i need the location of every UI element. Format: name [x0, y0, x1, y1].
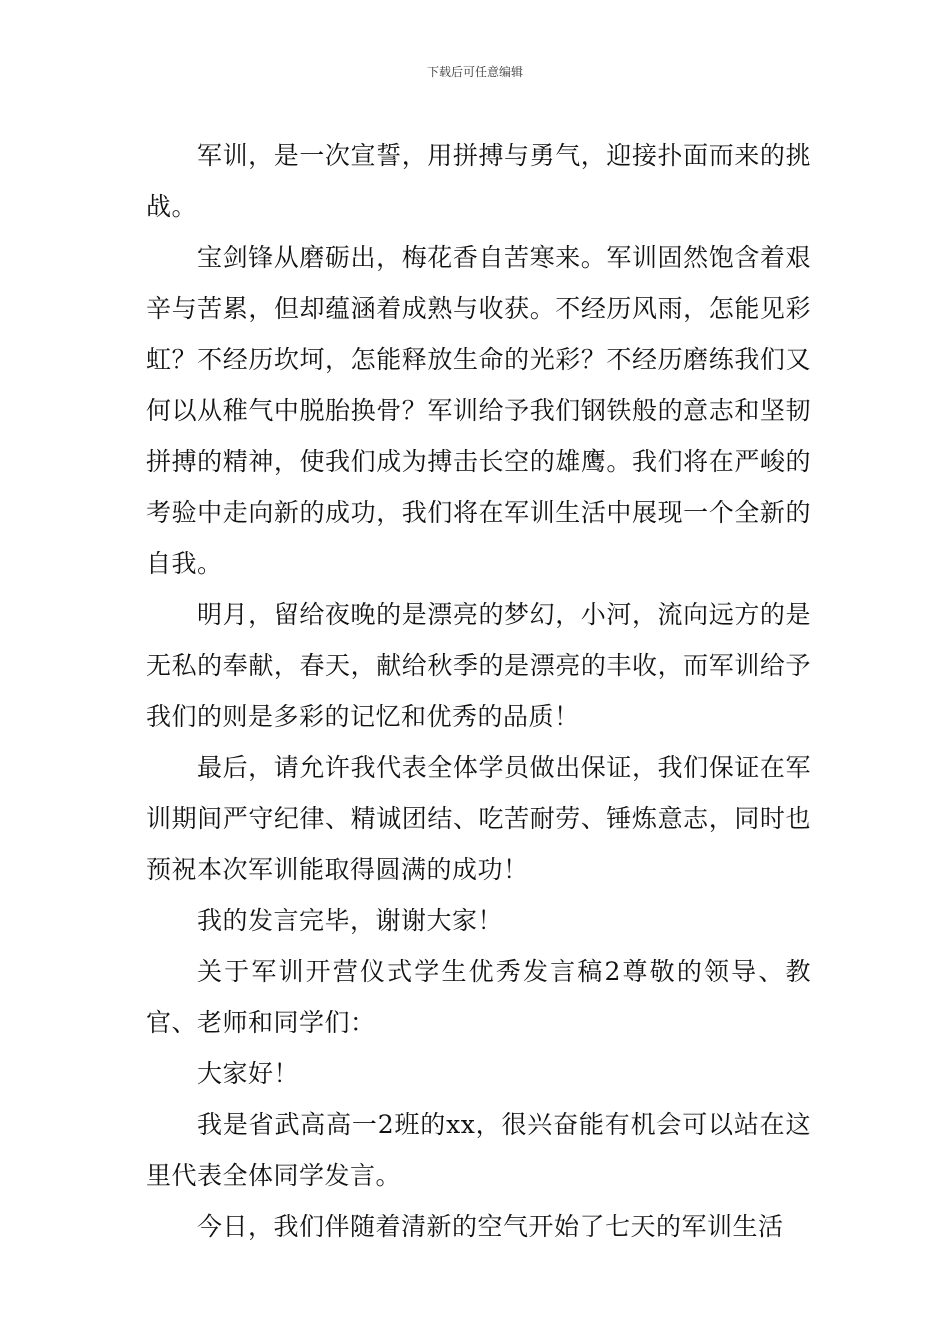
paragraph: 我是省武高高一2班的xx，很兴奋能有机会可以站在这里代表全体同学发言。: [146, 1110, 811, 1190]
paragraph: 今日，我们伴随着清新的空气开始了七天的军训生活: [197, 1212, 784, 1241]
paragraph: 最后，请允许我代表全体学员做出保证，我们保证在军训期间严守纪律、精诚团结、吃苦耐劳、锤炼意志，同时也预祝本次军训能取得圆满的成功！: [146, 753, 811, 884]
paragraph: 关于军训开营仪式学生优秀发言稿2尊敬的领导、教官、老师和同学们：: [146, 957, 811, 1037]
page-header-note: 下载后可任意编辑: [426, 65, 523, 79]
paragraph: 明月，留给夜晚的是漂亮的梦幻，小河，流向远方的是无私的奉献，春天，献给秋季的是漂亮的丰收，而军训给予我们的则是多彩的记忆和优秀的品质！: [146, 600, 811, 731]
paragraph: 大家好！: [197, 1059, 300, 1088]
paragraph: 我的发言完毕，谢谢大家！: [197, 906, 504, 935]
document-body: [146, 130, 811, 1252]
paragraph: 宝剑锋从磨砺出，梅花香自苦寒来。军训固然饱含着艰辛与苦累，但却蕴涵着成熟与收获。不经历风雨，怎能见彩虹？不经历坎坷，怎能释放生命的光彩？不经历磨练我们又何以从稚气中脱胎换骨？军训给予我们钢铁般的意志和坚韧拼搏的精神，使我们成为搏击长空的雄鹰。我们将在严峻的考验中走向新的成功，我们将在军训生活中展现一个全新的自我。: [146, 243, 811, 578]
paragraph: 军训，是一次宣誓，用拼搏与勇气，迎接扑面而来的挑战。: [146, 141, 811, 221]
